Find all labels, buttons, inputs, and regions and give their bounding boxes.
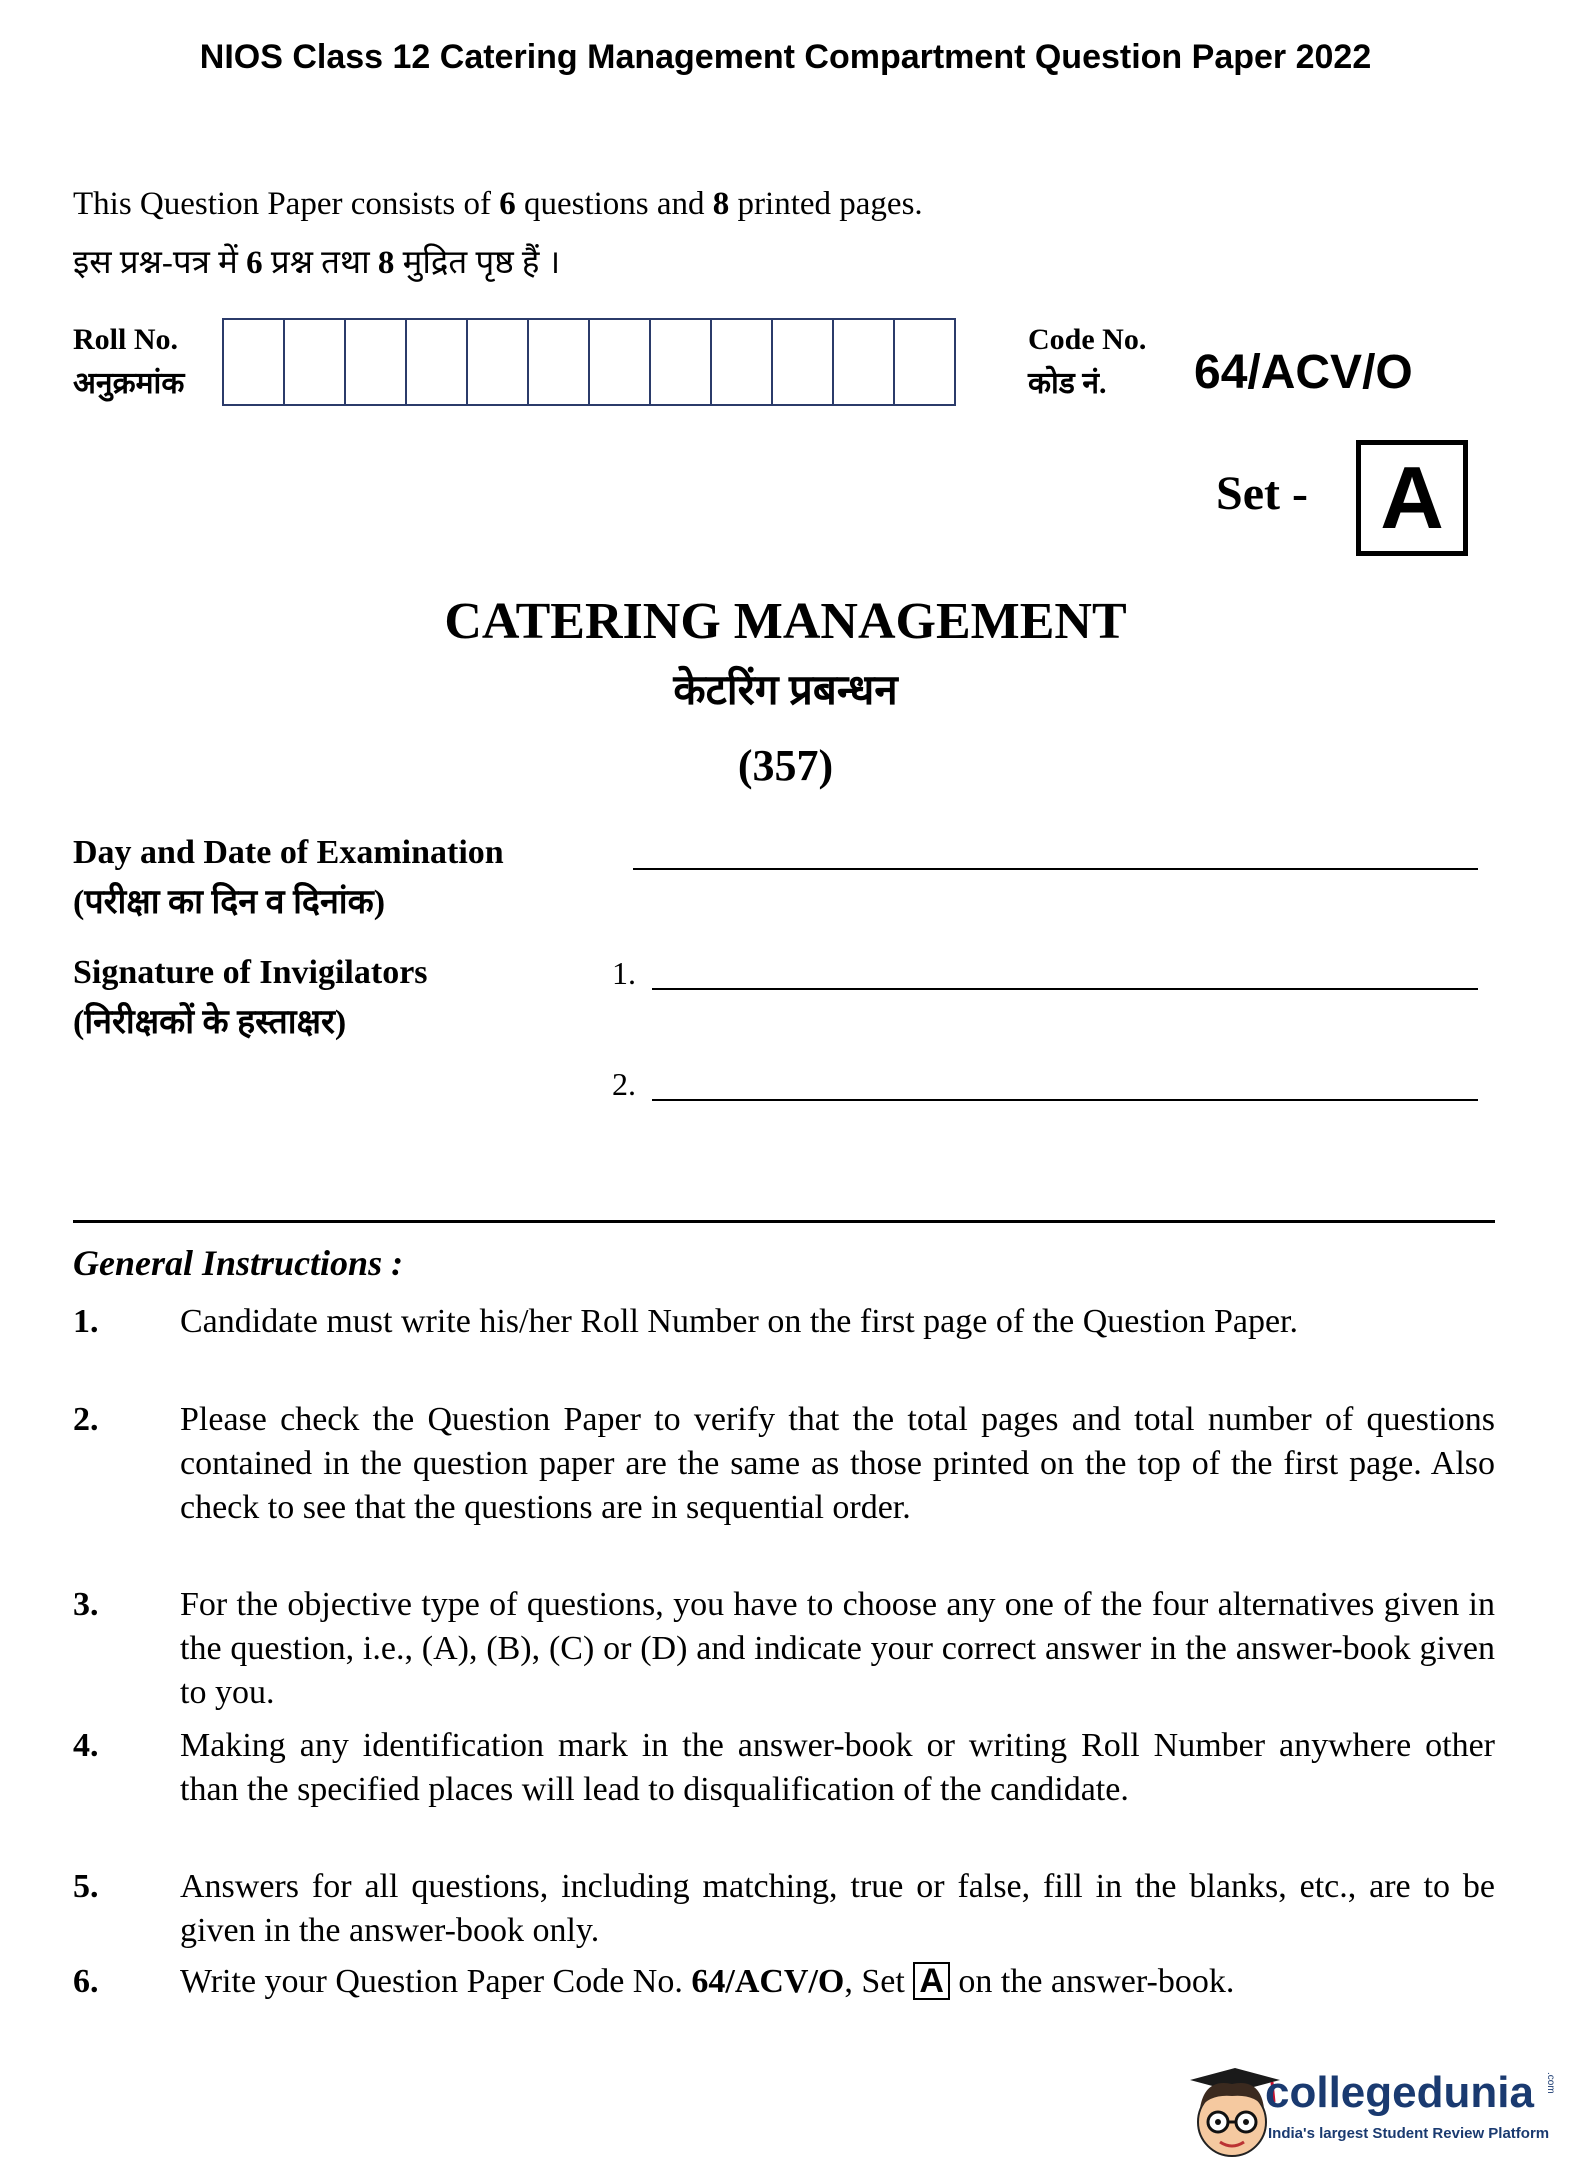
code-number-label: Code No. कोड नं. bbox=[1028, 323, 1147, 400]
roll-digit-box[interactable] bbox=[346, 320, 407, 404]
subject-title-hindi: केटरिंग प्रबन्धन bbox=[673, 668, 898, 714]
collegedunia-logo-com: .com bbox=[1545, 2072, 1556, 2094]
instruction-item: 2. Please check the Question Paper to verify that the total pages and total number of questions contained in the question paper are the same as those printed on the top of the first page. Also check to see that the questions are in sequential order. bbox=[73, 1401, 1495, 1526]
roll-number-boxes[interactable] bbox=[222, 318, 956, 406]
exam-date-line[interactable] bbox=[633, 868, 1478, 870]
page-header-title: NIOS Class 12 Catering Management Compartment Question Paper 2022 bbox=[199, 38, 1372, 76]
roll-digit-box[interactable] bbox=[529, 320, 590, 404]
set-inline-box: A bbox=[913, 1962, 950, 2000]
paper-info-english: This Question Paper consists of 6 questions and 8 printed pages. bbox=[73, 186, 923, 222]
signature-1-number: 1. bbox=[612, 955, 636, 991]
roll-digit-box[interactable] bbox=[834, 320, 895, 404]
roll-digit-box[interactable] bbox=[407, 320, 468, 404]
code-number-value: 64/ACV/O bbox=[1194, 346, 1413, 399]
subject-title: CATERING MANAGEMENT bbox=[444, 593, 1127, 650]
signature-2-line[interactable] bbox=[652, 1099, 1478, 1101]
roll-digit-box[interactable] bbox=[590, 320, 651, 404]
set-value-box: A bbox=[1356, 440, 1468, 556]
section-divider bbox=[73, 1220, 1495, 1223]
instruction-item: 6. Write your Question Paper Code No. 64/ACV/O, Set A on the answer-book. bbox=[73, 1962, 1235, 2000]
instruction-item: 4. Making any identification mark in the answer-book or writing Roll Number anywhere other than the specified places will lead to disqualification of the candidate. bbox=[73, 1727, 1495, 1808]
invigilator-signature-label: Signature of Invigilators (निरीक्षकों के हस्ताक्षर) bbox=[73, 954, 428, 1041]
instruction-item: 3. For the objective type of questions, you have to choose any one of the four alternatives given in the question, i.e., (A), (B), (C) or (D) and indicate your correct answer in the answer-book given to you. bbox=[73, 1586, 1495, 1711]
roll-digit-box[interactable] bbox=[285, 320, 346, 404]
signature-1-line[interactable] bbox=[652, 988, 1478, 990]
general-instructions-heading: General Instructions : bbox=[73, 1243, 404, 1283]
collegedunia-logo-text: collegedunia bbox=[1265, 2068, 1534, 2117]
roll-digit-box[interactable] bbox=[224, 320, 285, 404]
subject-code: (357) bbox=[737, 741, 834, 790]
roll-digit-box[interactable] bbox=[712, 320, 773, 404]
roll-number-label: Roll No. अनुक्रमांक bbox=[73, 323, 185, 400]
roll-digit-box[interactable] bbox=[651, 320, 712, 404]
set-label: Set - bbox=[1216, 467, 1308, 520]
exam-date-label: Day and Date of Examination (परीक्षा का दिन व दिनांक) bbox=[73, 834, 504, 921]
instruction-item: 5. Answers for all questions, including matching, true or false, fill in the blanks, etc., are to be given in the answer-book only. bbox=[73, 1868, 1495, 1949]
paper-info-hindi: इस प्रश्न-पत्र में 6 प्रश्न तथा 8 मुद्रित पृष्ठ हैं । bbox=[73, 245, 561, 281]
roll-digit-box[interactable] bbox=[895, 320, 954, 404]
signature-2-number: 2. bbox=[612, 1066, 636, 1102]
collegedunia-tagline: India's largest Student Review Platform bbox=[1268, 2125, 1550, 2142]
instruction-item: 1. Candidate must write his/her Roll Number on the first page of the Question Paper. bbox=[73, 1303, 1298, 1340]
roll-digit-box[interactable] bbox=[468, 320, 529, 404]
roll-digit-box[interactable] bbox=[773, 320, 834, 404]
